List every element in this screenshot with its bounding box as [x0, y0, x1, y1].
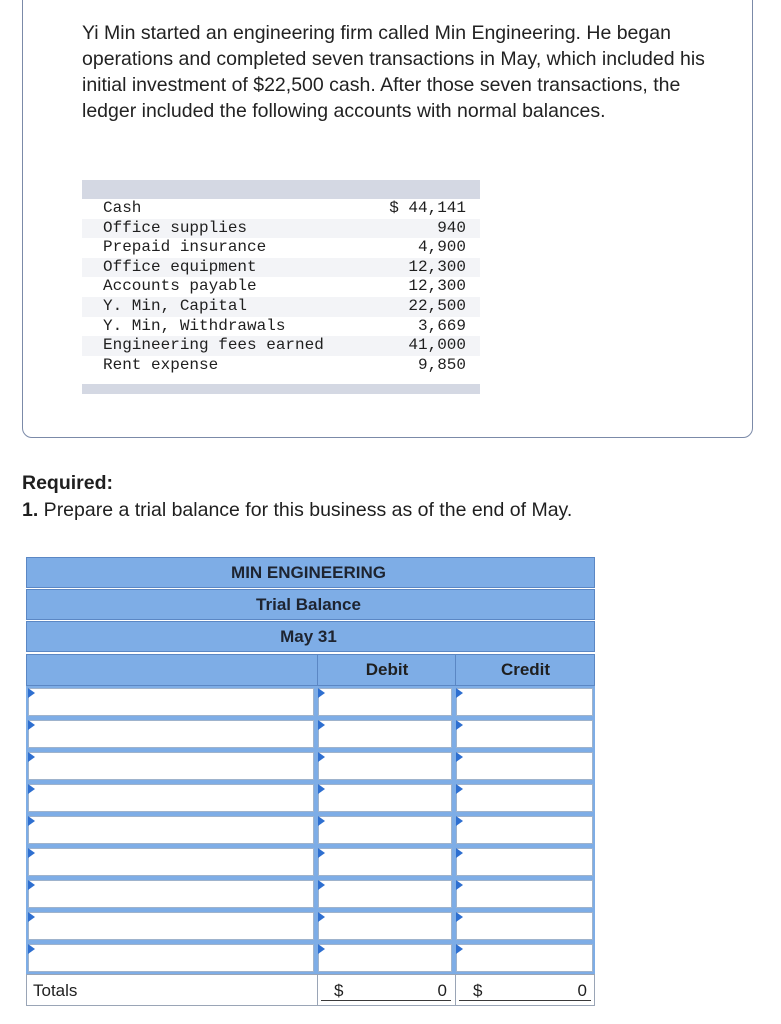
cell-marker-icon — [28, 880, 35, 890]
cell-marker-icon — [456, 688, 463, 698]
credit-input[interactable] — [456, 912, 593, 940]
account-select[interactable] — [28, 784, 314, 812]
tb-title: Trial Balance — [256, 595, 361, 614]
credit-input[interactable] — [456, 880, 593, 908]
tb-entry-row — [26, 846, 595, 878]
ledger-amount: 41,000 — [408, 336, 466, 355]
cell-marker-icon — [28, 752, 35, 762]
totals-row — [26, 974, 595, 1006]
ledger-row — [82, 297, 480, 317]
credit-input[interactable] — [456, 720, 593, 748]
ledger-row — [82, 356, 480, 376]
debit-header: Debit — [317, 655, 456, 686]
tb-company: MIN ENGINEERING — [231, 563, 386, 582]
account-select[interactable] — [28, 848, 314, 876]
cell-marker-icon — [318, 688, 325, 698]
cell-marker-icon — [318, 944, 325, 954]
required-text: Prepare a trial balance for this business as of the end of May. — [38, 499, 573, 521]
account-select[interactable] — [28, 880, 314, 908]
ledger-account: Office supplies — [103, 218, 248, 237]
account-select[interactable] — [28, 944, 314, 972]
debit-input[interactable] — [318, 944, 452, 972]
credit-input[interactable] — [456, 848, 593, 876]
cell-marker-icon — [456, 848, 463, 858]
ledger-row — [82, 258, 480, 278]
tb-entry-row — [26, 814, 595, 846]
ledger-amount: 9,850 — [417, 355, 466, 374]
debit-total-currency: $ — [334, 981, 344, 1000]
ledger-account: Engineering fees earned — [103, 336, 324, 355]
ledger-row — [82, 336, 480, 356]
cell-marker-icon — [318, 848, 325, 858]
ledger-account: Prepaid insurance — [103, 238, 267, 257]
cell-marker-icon — [28, 688, 35, 698]
ledger-header-bar — [82, 180, 480, 199]
tb-column-header — [26, 654, 595, 686]
cell-marker-icon — [28, 720, 35, 730]
tb-entry-row — [26, 878, 595, 910]
tb-title-header — [26, 589, 595, 620]
ledger-amount: $ 44,141 — [389, 199, 466, 217]
tb-entry-row — [26, 686, 595, 718]
ledger-row — [82, 219, 480, 239]
tb-company-header — [26, 557, 595, 588]
credit-total: 0 — [577, 981, 587, 1000]
ledger-account: Rent expense — [103, 355, 219, 374]
cell-marker-icon — [28, 912, 35, 922]
tb-date: May 31 — [280, 627, 337, 646]
ledger-account: Y. Min, Withdrawals — [103, 316, 286, 335]
ledger-amount: 22,500 — [408, 297, 466, 315]
tb-entry-row — [26, 750, 595, 782]
cell-marker-icon — [28, 848, 35, 858]
cell-marker-icon — [318, 784, 325, 794]
problem-intro: Yi Min started an engineering firm called Min Engineering. He began operations and completed seven transactions in May, which included his initial investment of $22,500 cash. After those seven transactions, the ledger included the following accounts with normal balances. — [82, 22, 705, 122]
required-number: 1. — [22, 499, 39, 521]
account-select[interactable] — [28, 720, 314, 748]
ledger-table — [82, 180, 480, 395]
required-section — [22, 470, 762, 524]
ledger-row — [82, 317, 480, 337]
account-select[interactable] — [28, 912, 314, 940]
cell-marker-icon — [456, 816, 463, 826]
tb-entry-row — [26, 718, 595, 750]
credit-input[interactable] — [456, 752, 593, 780]
cell-marker-icon — [318, 720, 325, 730]
debit-input[interactable] — [318, 816, 452, 844]
debit-input[interactable] — [318, 720, 452, 748]
cell-marker-icon — [456, 944, 463, 954]
debit-input[interactable] — [318, 880, 452, 908]
ledger-amount: 4,900 — [417, 238, 466, 257]
debit-input[interactable] — [318, 688, 452, 716]
cell-marker-icon — [318, 752, 325, 762]
credit-input[interactable] — [456, 944, 593, 972]
account-select[interactable] — [28, 688, 314, 716]
credit-input[interactable] — [456, 784, 593, 812]
cell-marker-icon — [318, 880, 325, 890]
ledger-amount: 3,669 — [417, 316, 466, 335]
account-select[interactable] — [28, 816, 314, 844]
cell-marker-icon — [28, 816, 35, 826]
required-item-1 — [22, 497, 762, 524]
cell-marker-icon — [456, 752, 463, 762]
tb-entry-row — [26, 910, 595, 942]
debit-input[interactable] — [318, 752, 452, 780]
ledger-amount: 12,300 — [408, 277, 466, 296]
debit-input[interactable] — [318, 848, 452, 876]
debit-input[interactable] — [318, 784, 452, 812]
account-select[interactable] — [28, 752, 314, 780]
credit-total-currency: $ — [473, 981, 483, 1000]
ledger-row — [82, 277, 480, 297]
ledger-account: Y. Min, Capital — [103, 297, 248, 315]
tb-entry-row — [26, 782, 595, 814]
tb-date-header — [26, 621, 595, 652]
cell-marker-icon — [28, 784, 35, 794]
cell-marker-icon — [318, 816, 325, 826]
cell-marker-icon — [318, 912, 325, 922]
required-heading: Required: — [22, 472, 114, 494]
tb-entry-row — [26, 942, 595, 974]
ledger-row — [82, 199, 480, 219]
ledger-row — [82, 238, 480, 258]
debit-total: 0 — [437, 981, 447, 1000]
cell-marker-icon — [28, 944, 35, 954]
credit-input[interactable] — [456, 688, 593, 716]
credit-header: Credit — [455, 655, 595, 686]
cell-marker-icon — [456, 880, 463, 890]
cell-marker-icon — [456, 720, 463, 730]
credit-input[interactable] — [456, 816, 593, 844]
ledger-amount: 12,300 — [408, 257, 466, 276]
ledger-account: Office equipment — [103, 257, 257, 276]
ledger-amount: 940 — [437, 218, 466, 237]
cell-marker-icon — [456, 912, 463, 922]
ledger-account: Accounts payable — [103, 277, 257, 296]
totals-label: Totals — [33, 981, 78, 1000]
cell-marker-icon — [456, 784, 463, 794]
ledger-footer-bar — [82, 384, 480, 394]
debit-input[interactable] — [318, 912, 452, 940]
ledger-account: Cash — [103, 199, 142, 217]
